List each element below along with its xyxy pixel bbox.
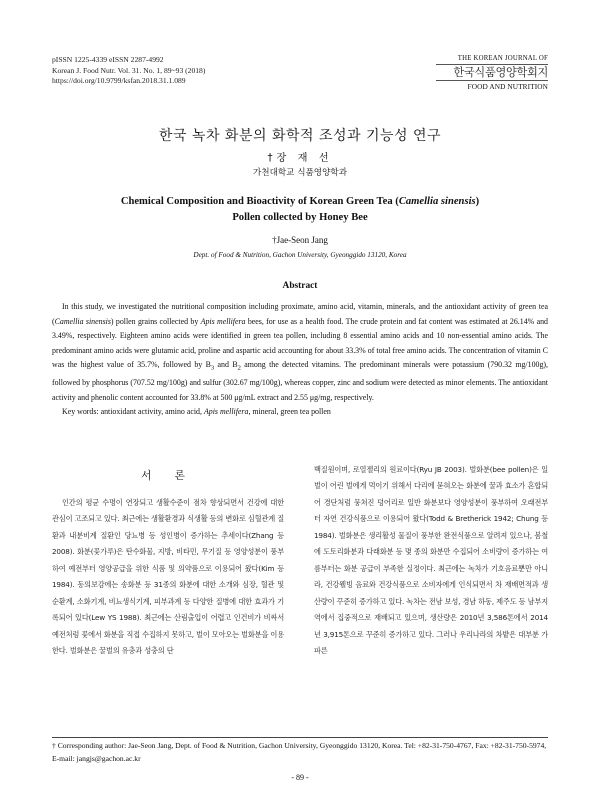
journal-name-en-bottom: FOOD AND NUTRITION xyxy=(436,80,548,91)
subscript: 2 xyxy=(237,364,241,372)
title-en-part1: Chemical Composition and Bioactivity of Korean Green Tea ( xyxy=(120,196,399,207)
citation-line: Korean J. Food Nutr. Vol. 31. No. 1, 89~93 (2018) xyxy=(52,65,206,75)
title-en-part2: Pollen collected by Honey Bee xyxy=(232,212,368,223)
keywords-text: Key words: antioxidant activity, amino acid, xyxy=(62,407,204,417)
species-name: Apis mellifera xyxy=(203,407,249,417)
page-number: - 89 - xyxy=(291,773,309,782)
abstract-body xyxy=(52,300,548,420)
abstract-text-4: and B xyxy=(214,360,238,370)
subscript: 3 xyxy=(210,364,215,372)
affiliation-korean: 가천대학교 식품영양학과 xyxy=(252,168,348,178)
keywords xyxy=(52,405,548,420)
body-column-left xyxy=(52,495,284,660)
intro-paragraph-left: 인간의 평균 수명이 연장되고 생활수준이 점차 향상되면서 건강에 대한 관심이 고조되고 있다. 최근에는 생활환경과 식생활 등의 변화로 심혈관계 질환과 내분비계 질환인 당뇨병 등 성인병이 증가하는 추세이다(Zhang 등 2008). 화분(꽃가루)은 탄수화물, 지방, 비타민, 무기질 등 영양성분이 풍부하여 예전부터 영양공급을 위한 식품 및 의약품으로 이용되어 왔다(Kim 등 1984). 동의보감에는 송화분 등 31종의 화분에 대한 소개와 심장, 혈관 및 순환계, 소화기계, 비뇨생식기계, 피부과계 등 다양한 질병에 대한 효과가 기록되어 있다(Lew YS 1988). 최근에는 산림출입이 어렵고 인건비가 비싸서 예전처럼 꽃에서 화분을 직접 수집하지 못하고, 벌이 모아오는 벌화분을 이용한다. 벌화분은 꿀벌의 유충과 성충의 단 xyxy=(52,498,284,656)
abstract-text-5: among the detected vitamins. The predominant minerals were potassium (790.32 mg/100g), followed by phosphorus (707.52 mg/100g) and sulfur (302.67 mg/100g), whereas copper, zinc and sodium were detected as minor elements. The antioxidant activity and phenolic content accounted for 33.8% at 500 μg/mL extract and 2.55 μg/mg, respectively. xyxy=(52,360,549,402)
author-korean: †장 재 선 xyxy=(267,153,333,164)
abstract-text-2: ) pollen grains collected by xyxy=(110,316,201,326)
title-en-part1-end: ) xyxy=(475,196,480,207)
doi-link[interactable]: https://doi.org/10.9799/ksfan.2018.31.1.089 xyxy=(52,76,186,85)
species-name: Apis mellifera xyxy=(200,316,246,326)
corresponding-author-footnote: † Corresponding author: Jae-Seon Jang, Dept. of Food & Nutrition, Gachon University, Gyeonggido 13120, Korea. Tel: +82-31-750-4767, Fax: +82-31-750-5974, E-mail: jangjs@gachon.ac.kr xyxy=(52,741,547,763)
title-korean: 한국 녹차 화분의 화학적 조성과 기능성 연구 xyxy=(158,128,442,144)
intro-paragraph-right: 백질원이며, 로열젤리의 원료이다(Ryu JB 2003). 벌화분(bee pollen)은 일벌이 어린 벌에게 먹이기 위해서 다리에 묻혀오는 화분에 꿀과 효소가 혼합되어 경단처럼 뭉쳐진 덩어리로 일반 화분보다 영양성분이 풍부하여 오래전부터 자연 건강식품으로 이용되어 왔다(Todd & Bretherick 1942; Chung 등 1984). 벌화분은 생리활성 물질이 풍부한 완전식품으로 알려져 있으나, 봄철에 도토리화분과 다래화분 등 몇 종의 화분만 수집되어 소비량이 증가하는 여름부터는 화분 공급이 부족한 실정이다. 최근에는 녹차가 기호음료뿐만 아니라, 건강웰빙 음료와 건강식품으로 소비자에게 인식되면서 차 재배면적과 생산량이 꾸준히 증가하고 있다. 녹차는 전남 보성, 경남 하동, 제주도 등 남부지역에서 집중적으로 재배되고 있으며, 생산량은 2010년 3,586톤에서 2014년 3,915톤으로 꾸준히 증가하고 있다. 그러나 우리나라의 차밭은 대부분 가파른 xyxy=(314,465,548,655)
journal-logo xyxy=(436,55,548,91)
abstract-text-1: In this study, we investigated the nutritional composition including proximate, amino acid, vitamin, minerals, and the antioxidant activity of green tea ( xyxy=(52,302,548,326)
affiliation-english: Dept. of Food & Nutrition, Gachon University, Gyeonggido 13120, Korea xyxy=(193,251,407,259)
publication-meta xyxy=(52,55,205,87)
journal-name-en-top: THE KOREAN JOURNAL OF xyxy=(436,55,548,65)
journal-name-ko: 한국식품영양학회지 xyxy=(453,66,548,79)
species-name: Camellia sinensis xyxy=(54,316,111,326)
section-heading-introduction: 서 론 xyxy=(141,470,195,482)
author-english: †Jae-Seon Jang xyxy=(272,235,328,245)
title-english xyxy=(60,194,540,226)
abstract-heading: Abstract xyxy=(282,281,318,291)
body-column-right xyxy=(314,462,548,659)
abstract-paragraph xyxy=(52,300,548,405)
title-en-species: Camellia sinensis xyxy=(398,196,476,207)
keywords-text-end: , mineral, green tea pollen xyxy=(248,407,331,417)
footnote-divider xyxy=(52,737,548,738)
issn-line: pISSN 1225-4339 eISSN 2287-4992 xyxy=(52,55,164,64)
abstract-text-3: bees, for use as a health food. The crude protein and fat content was estimated at 26.14% and 3.49%, respectively. Eighteen amino acids were identified in green tea pollen, including 8 essential amino acids and 10 non-essential amino acids. The predominant amino acids were glutamic acid, proline and aspartic acid accounting for about 33.3% of total free amino acids. The concentration of vitamin C was the highest value of 35.7%, followed by B xyxy=(52,316,548,370)
